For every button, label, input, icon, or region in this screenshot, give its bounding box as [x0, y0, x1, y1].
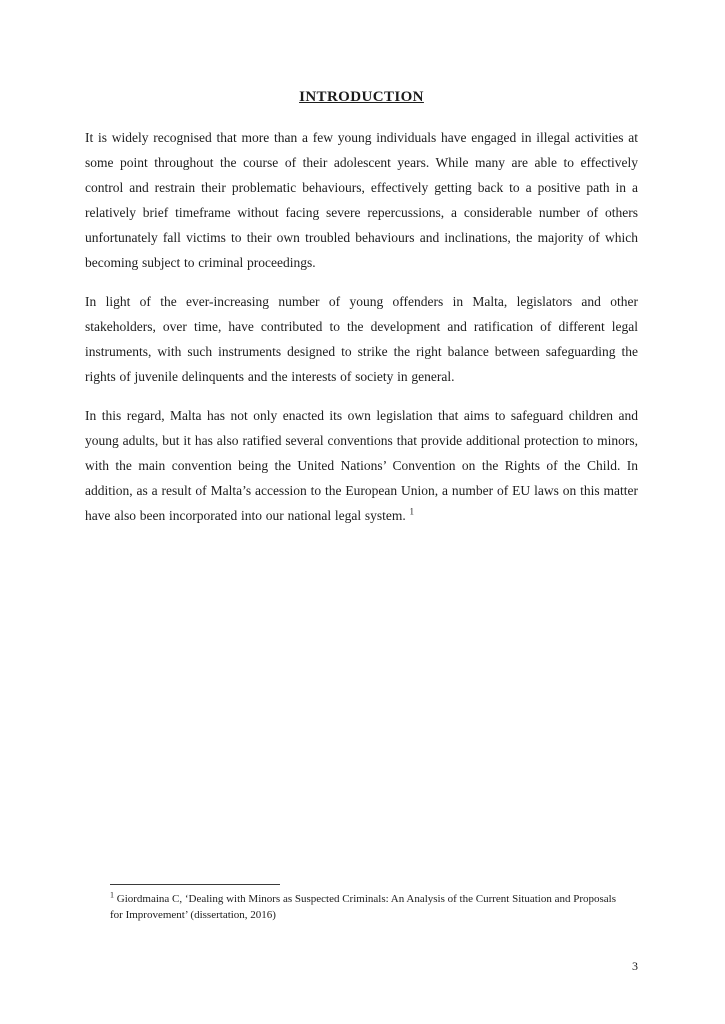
section-heading: INTRODUCTION [299, 89, 424, 105]
body-paragraph [85, 403, 638, 528]
footnote [110, 891, 630, 923]
footnote-text: Giordmaina C, ‘Dealing with Minors as Suspected Criminals: An Analysis of the Current Situation and Proposals for Improvement’ (dissertation, 2016) [110, 893, 616, 921]
page-content [85, 88, 638, 542]
page-number: 3 [632, 959, 638, 973]
body-paragraph: It is widely recognised that more than a few young individuals have engaged in illegal activities at some point throughout the course of their adolescent years. While many are able to effectively control and restrain their problematic behaviours, effectively getting back to a positive path in a relatively brief timeframe without facing severe repercussions, a considerable number of others unfortunately fall victims to their own troubled behaviours and inclinations, the majority of which becoming subject to criminal proceedings. [85, 130, 638, 270]
footnote-marker: 1 [110, 890, 114, 900]
body-paragraph-text: In this regard, Malta has not only enacted its own legislation that aims to safeguard children and young adults, but it has also ratified several conventions that provide additional protection to minors, with the main convention being the United Nations’ Convention on the Rights of the Child. In addition, as a result of Malta’s accession to the European Union, a number of EU laws on this matter have also been incorporated into our national legal system. [85, 408, 638, 523]
footnote-reference: 1 [409, 506, 415, 517]
body-paragraph: In light of the ever-increasing number of young offenders in Malta, legislators and other stakeholders, over time, have contributed to the development and ratification of different legal instruments, with such instruments designed to strike the right balance between safeguarding the rights of juvenile delinquents and the interests of society in general. [85, 294, 638, 384]
footnote-separator [110, 884, 280, 885]
